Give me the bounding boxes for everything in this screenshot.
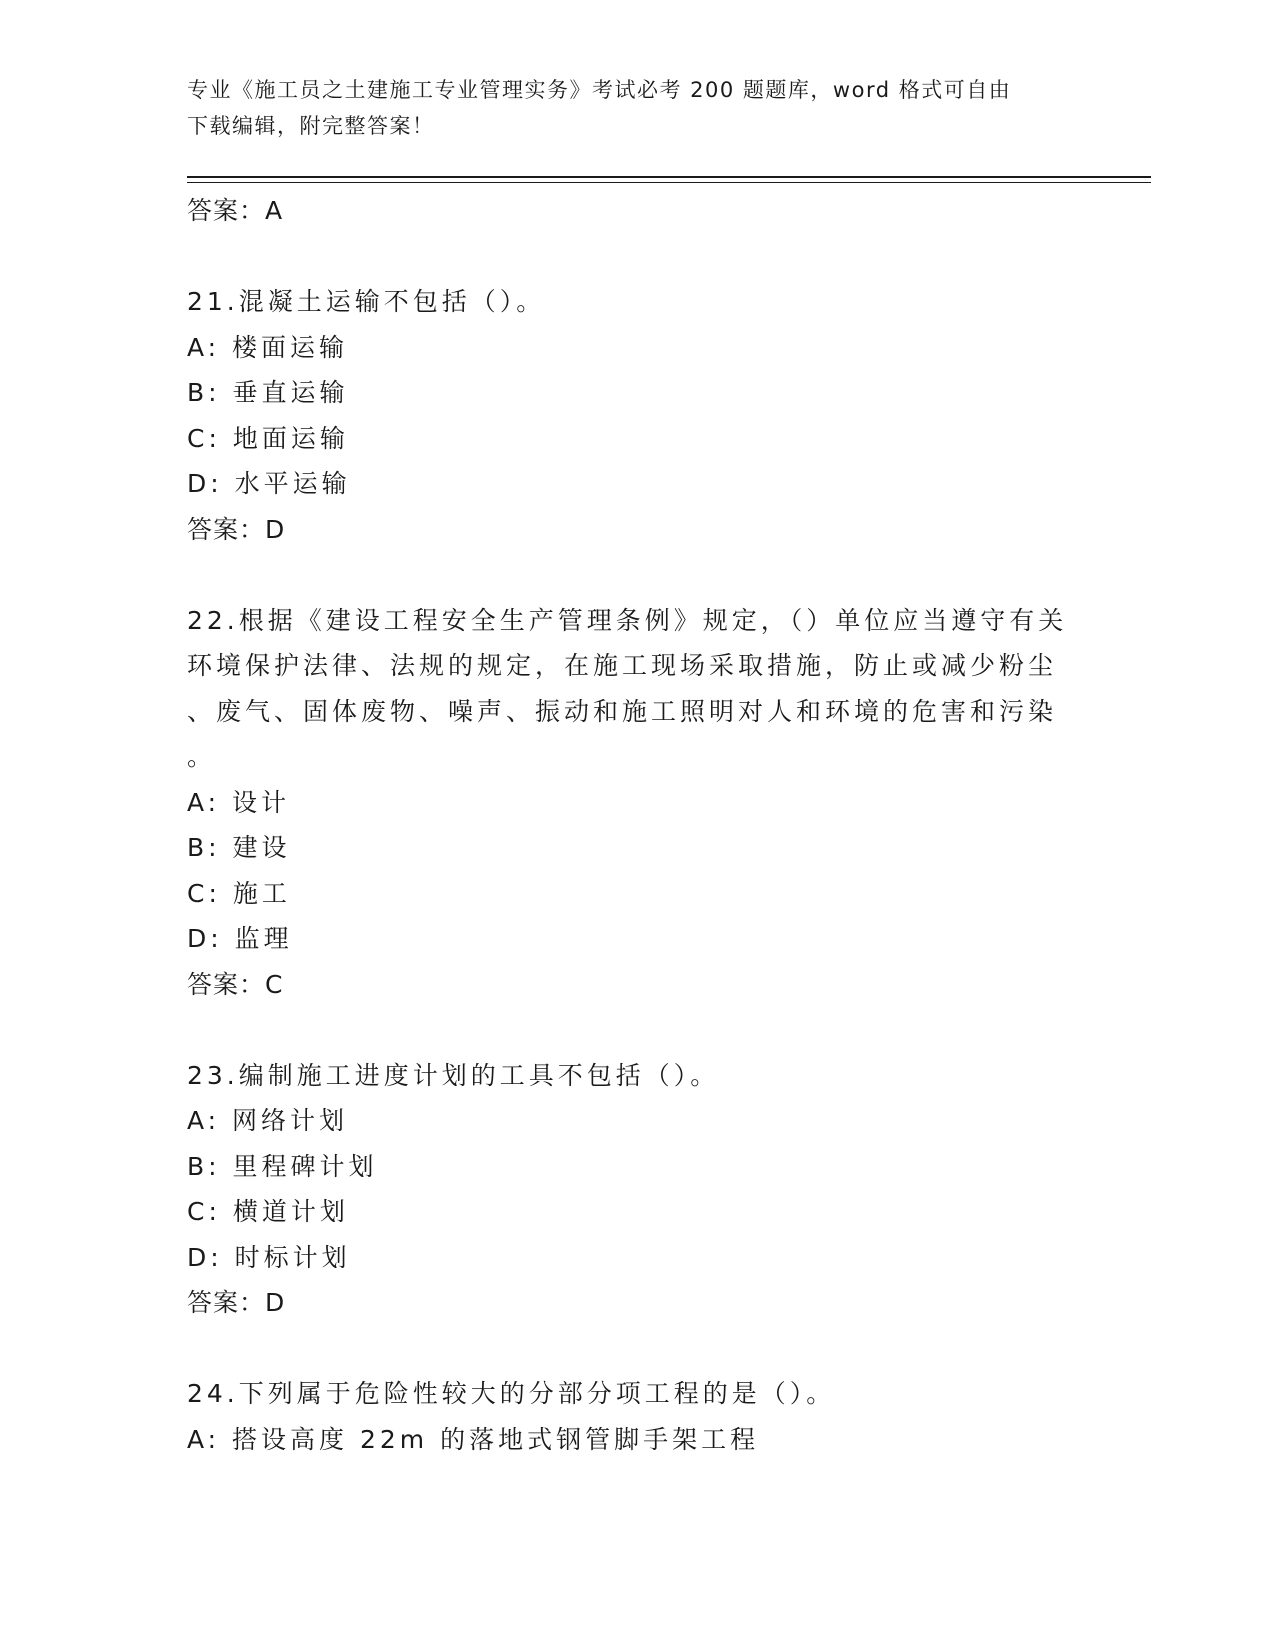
spacer (187, 1007, 1087, 1053)
answer: 答案：C (187, 969, 284, 999)
question-text: 24.下列属于危险性较大的分部分项工程的是（）。 (187, 1379, 836, 1408)
option-a: A: 设计 (187, 787, 291, 817)
spacer (187, 234, 1087, 280)
question-21 (187, 279, 1087, 552)
spacer (187, 552, 1087, 598)
spacer (187, 1326, 1087, 1372)
document-header (187, 72, 1087, 144)
previous-answer: 答案：A (187, 196, 284, 225)
question-text: 21.混凝土运输不包括（）。 (187, 287, 546, 316)
header-divider (187, 176, 1151, 178)
option-d: D: 时标计划 (187, 1242, 351, 1272)
question-text: 23.编制施工进度计划的工具不包括（）。 (187, 1060, 720, 1090)
option-d: D: 监理 (187, 924, 293, 953)
question-text-line-2: 环境保护法律、法规的规定，在施工现场采取措施，防止或减少粉尘 (187, 651, 1058, 680)
header-line-1: 专业《施工员之土建施工专业管理实务》考试必考 200 题题库，word 格式可自由 (187, 78, 1012, 102)
option-c: C: 横道计划 (187, 1197, 349, 1226)
question-24 (187, 1371, 1087, 1462)
option-c: C: 地面运输 (187, 423, 349, 453)
header-line-2: 下载编辑，附完整答案！ (187, 114, 435, 138)
option-a: A: 搭设高度 22m 的落地式钢管脚手架工程 (187, 1424, 760, 1454)
question-text-line-1: 22.根据《建设工程安全生产管理条例》规定，（）单位应当遵守有关 (187, 605, 1068, 635)
question-23 (187, 1053, 1087, 1326)
option-b: B: 里程碑计划 (187, 1151, 378, 1181)
option-b: B: 垂直运输 (187, 378, 349, 407)
question-22 (187, 598, 1087, 1008)
option-a: A: 网络计划 (187, 1106, 349, 1135)
question-list (187, 188, 1087, 1462)
question-text-line-3: 、废气、固体废物、噪声、振动和施工照明对人和环境的危害和污染 (187, 696, 1058, 726)
option-a: A: 楼面运输 (187, 332, 349, 362)
header-divider-thin (187, 182, 1151, 183)
answer: 答案：D (187, 514, 286, 544)
answer: 答案：D (187, 1288, 286, 1317)
option-d: D: 水平运输 (187, 469, 351, 498)
option-c: C: 施工 (187, 878, 291, 908)
option-b: B: 建设 (187, 833, 291, 862)
question-text-line-4: 。 (187, 742, 217, 771)
